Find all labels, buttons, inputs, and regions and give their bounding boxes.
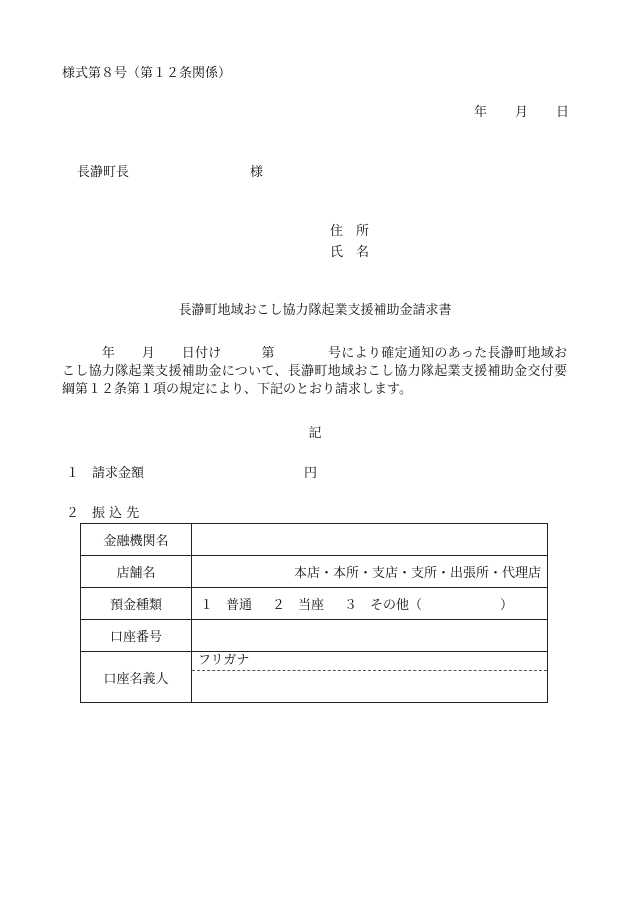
form-number: 様式第８号（第１２条関係） bbox=[62, 66, 232, 81]
table-row-account-number bbox=[81, 620, 548, 652]
deposit-option-other[interactable]: ３ その他（ ） bbox=[344, 598, 514, 613]
addressee-honorific: 様 bbox=[250, 165, 264, 180]
deposit-option-current[interactable]: ２ 当座 bbox=[272, 598, 325, 613]
table-row-bank-name bbox=[81, 524, 548, 556]
deposit-type-options bbox=[192, 588, 548, 620]
date-year-label: 年 bbox=[474, 105, 488, 120]
addressee-name: 長瀞町長 bbox=[77, 165, 130, 180]
furigana-label[interactable]: フリガナ bbox=[192, 652, 547, 671]
bank-name-label: 金融機関名 bbox=[81, 524, 192, 556]
account-number-label: 口座番号 bbox=[81, 620, 192, 652]
deposit-option-ordinary[interactable]: １ 普通 bbox=[200, 598, 253, 613]
applicant-address-label: 住 所 bbox=[330, 224, 370, 239]
bank-account-table bbox=[80, 523, 548, 703]
date-day-label: 日 bbox=[556, 105, 570, 120]
branch-type-options[interactable]: 本店・本所・支店・支所・出張所・代理店 bbox=[192, 556, 548, 588]
document-title: 長瀞町地域おこし協力隊起業支援補助金請求書 bbox=[178, 303, 452, 318]
ki-heading: 記 bbox=[308, 426, 322, 441]
date-line bbox=[474, 104, 569, 122]
request-body-text: 年 月 日付け 第 号により確定通知のあった長瀞町地域おこし協力隊起業支援補助金について、長瀞町地域おこし協力隊起業支援補助金交付要綱第１２条第１項の規定により、下記のとおり請求します。 bbox=[62, 346, 567, 397]
applicant-name-label: 氏 名 bbox=[330, 245, 370, 260]
account-holder-label: 口座名義人 bbox=[81, 652, 192, 703]
account-number-field[interactable] bbox=[192, 620, 548, 652]
yen-unit: 円 bbox=[304, 466, 318, 481]
date-month-label: 月 bbox=[515, 105, 529, 120]
table-row-branch bbox=[81, 556, 548, 588]
branch-label: 店舗名 bbox=[81, 556, 192, 588]
deposit-type-label: 預金種類 bbox=[81, 588, 192, 620]
bank-name-field[interactable] bbox=[192, 524, 548, 556]
account-holder-cell bbox=[192, 652, 548, 703]
table-row-account-holder bbox=[81, 652, 548, 703]
table-row-deposit-type bbox=[81, 588, 548, 620]
account-holder-field[interactable] bbox=[192, 671, 547, 702]
claim-amount-label: １ 請求金額 bbox=[66, 466, 145, 481]
transfer-destination-label: ２ 振 込 先 bbox=[66, 506, 140, 521]
